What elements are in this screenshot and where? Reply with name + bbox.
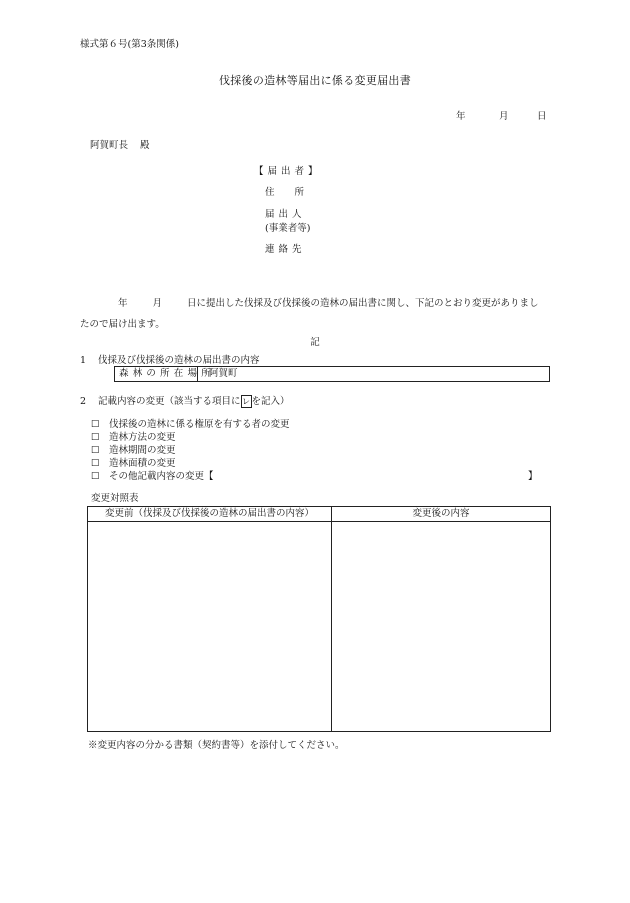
applicant-name-sublabel: (事業者等) xyxy=(265,223,311,234)
date-month: 月 xyxy=(499,111,509,122)
date-year: 年 xyxy=(456,111,466,122)
addressee-name: 阿賀町長 xyxy=(90,140,129,151)
checkbox-item-label: 伐採後の造林に係る権原を有する者の変更 xyxy=(109,419,290,430)
body-month: 月 xyxy=(152,298,163,309)
section-2-title-before: 記載内容の変更（該当する項目に xyxy=(98,396,241,407)
check-mark-icon: レ xyxy=(242,397,251,406)
forest-location-value: 阿賀町 xyxy=(209,368,238,379)
addressee-honorific: 殿 xyxy=(140,140,150,151)
checkbox-item-label: 造林面積の変更 xyxy=(109,458,176,469)
checkbox-item-label: 造林期間の変更 xyxy=(109,445,176,456)
comparison-table-caption: 変更対照表 xyxy=(91,493,139,504)
body-year: 年 xyxy=(118,298,128,309)
checkbox-icon[interactable]: ☐ xyxy=(91,445,100,456)
section-2-number: 2 xyxy=(80,396,87,407)
comparison-table-header xyxy=(88,507,550,522)
checkbox-icon[interactable]: ☐ xyxy=(91,458,100,469)
checkbox-icon[interactable]: ☐ xyxy=(91,419,100,430)
body-line-1 xyxy=(80,295,539,309)
body-day-text: 日に提出した伐採及び伐採後の造林の届出書に関し、下記のとおり変更がありまし xyxy=(187,298,539,309)
checkbox-item-label: その他記載内容の変更【 xyxy=(109,471,214,482)
section-2-heading xyxy=(80,393,290,408)
applicant-heading: 【届出者】 xyxy=(254,166,322,177)
checkbox-item-label: 造林方法の変更 xyxy=(109,432,176,443)
checkbox-icon[interactable]: ☐ xyxy=(91,471,100,482)
checkbox-item-area-change[interactable] xyxy=(91,455,176,469)
section-2-title-after: を記入） xyxy=(251,396,290,407)
applicant-name-label: 届出人 xyxy=(265,209,306,220)
column-divider xyxy=(331,507,332,731)
contact-label: 連絡先 xyxy=(265,244,306,255)
addressee xyxy=(90,137,150,151)
after-change-header: 変更後の内容 xyxy=(412,508,470,519)
checkbox-item-method-change[interactable] xyxy=(91,429,176,443)
checkbox-item-owner-change[interactable] xyxy=(91,416,290,430)
document-title: 伐採後の造林等届出に係る変更届出書 xyxy=(218,74,412,87)
ki-heading: 記 xyxy=(310,337,320,348)
checkbox-item-other-change[interactable] xyxy=(91,468,214,482)
date-day: 日 xyxy=(537,111,547,122)
forest-location-label: 森林の所在場所 xyxy=(115,367,198,381)
section-1-heading xyxy=(80,352,260,366)
section-1-number: 1 xyxy=(80,355,87,366)
form-number: 様式第６号(第3条関係) xyxy=(80,39,179,50)
body-line-2: たので届け出ます。 xyxy=(80,319,165,330)
section-1-title: 伐採及び伐採後の造林の届出書の内容 xyxy=(98,355,260,366)
checkbox-icon[interactable]: ☐ xyxy=(91,432,100,443)
attachment-note: ※変更内容の分かる書類（契約書等）を添付してください。 xyxy=(88,740,345,751)
before-change-header: 変更前（伐採及び伐採後の造林の届出書の内容） xyxy=(104,508,314,519)
address-label: 住所 xyxy=(265,187,325,198)
forest-location-row xyxy=(114,366,550,382)
other-change-bracket-close: 】 xyxy=(528,471,538,482)
checkbox-item-period-change[interactable] xyxy=(91,442,176,456)
comparison-table xyxy=(87,506,551,732)
